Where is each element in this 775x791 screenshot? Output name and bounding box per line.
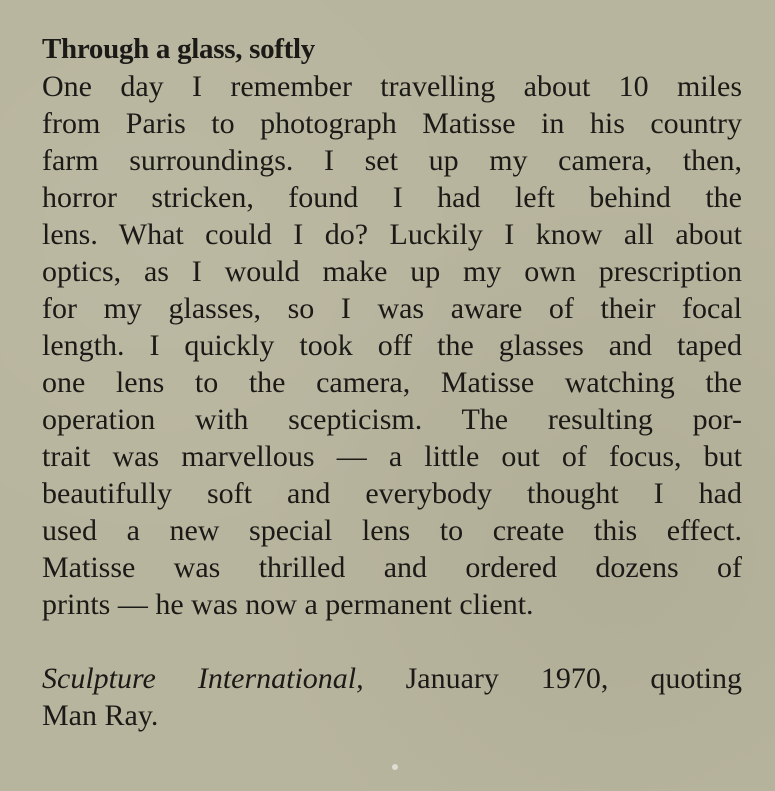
- body-line: optics, as I would make up my own prescription: [42, 255, 742, 288]
- body-line: prints — he was now a permanent client.: [42, 588, 534, 621]
- body-line: farm surroundings. I set up my camera, then,: [42, 144, 742, 177]
- body-line: beautifully soft and everybody thought I had: [42, 477, 742, 510]
- body-line: operation with scepticism. The resulting por-: [42, 403, 742, 436]
- citation-attribution: Man Ray.: [42, 699, 159, 732]
- body-line: one lens to the camera, Matisse watching the: [42, 366, 742, 399]
- body-line: One day I remember travelling about 10 miles: [42, 70, 742, 103]
- body-line: for my glasses, so I was aware of their focal: [42, 292, 742, 325]
- print-speck: [392, 764, 398, 770]
- citation-line: [42, 660, 742, 697]
- body-line: trait was marvellous — a little out of focus, but: [42, 440, 742, 473]
- article-body: [42, 68, 742, 623]
- citation-work: Sculpture International,: [42, 662, 364, 695]
- body-line: used a new special lens to create this effect.: [42, 514, 742, 547]
- body-line: from Paris to photograph Matisse in his country: [42, 107, 742, 140]
- citation-details: January 1970, quoting: [363, 662, 743, 695]
- article-heading: Through a glass, softly: [42, 33, 315, 65]
- body-line: lens. What could I do? Luckily I know all about: [42, 218, 742, 251]
- article: [42, 30, 742, 734]
- body-line: length. I quickly took off the glasses and taped: [42, 329, 742, 362]
- body-line: horror stricken, found I had left behind the: [42, 181, 742, 214]
- citation: [42, 660, 742, 734]
- body-line: Matisse was thrilled and ordered dozens of: [42, 551, 742, 584]
